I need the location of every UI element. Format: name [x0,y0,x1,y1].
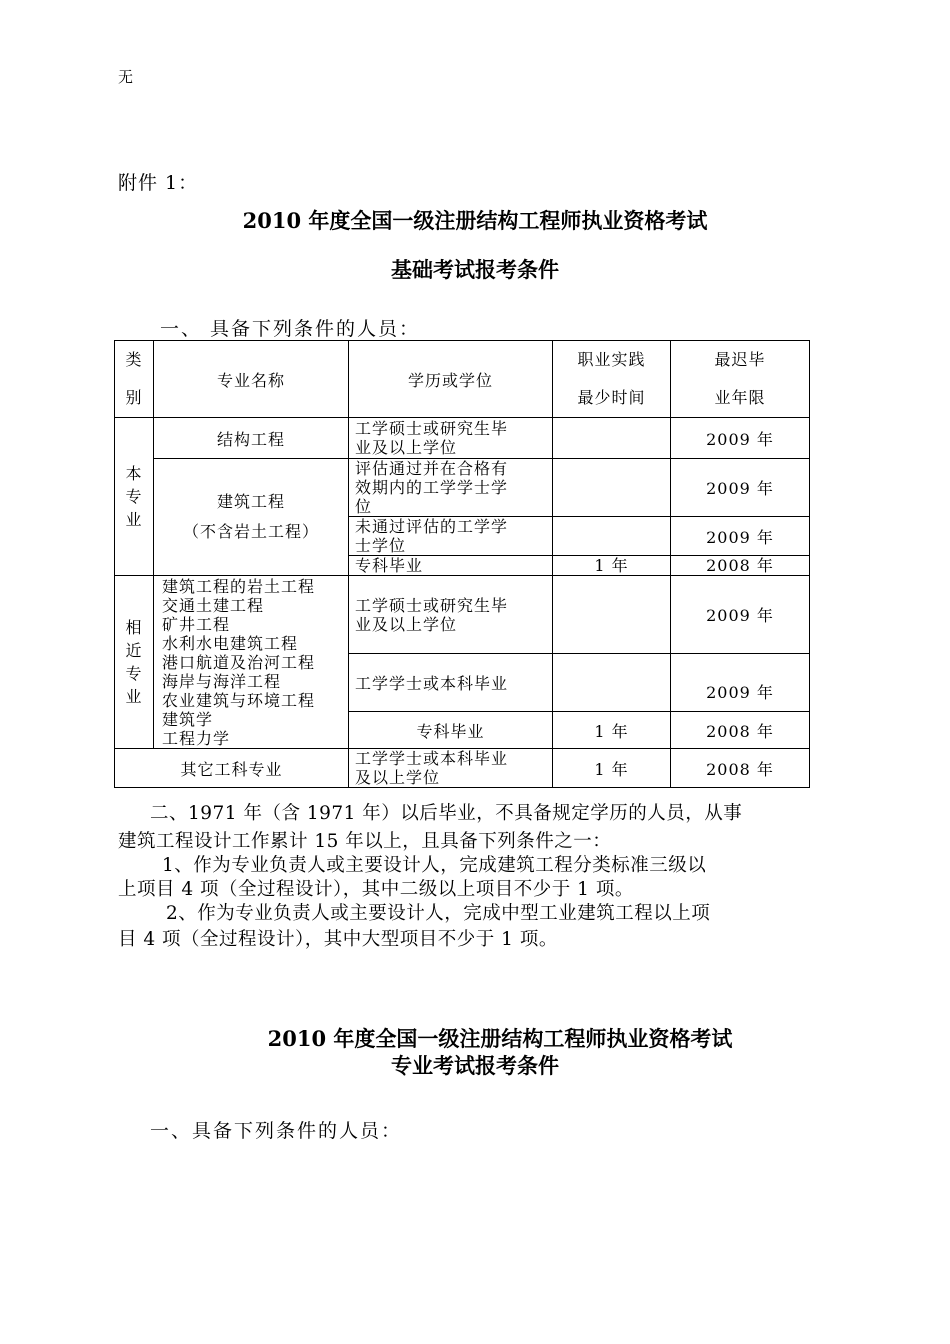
header-deadline: 最迟毕 业年限 [671,341,810,418]
table-header-row [115,341,810,418]
header-major: 专业名称 [154,341,349,418]
section2-line1: 二、1971 年（含 1971 年）以后毕业，不具备规定学历的人员，从事 [150,803,743,824]
practice-cell [553,418,671,459]
degree-cell: 工学学士或本科毕业 [349,654,553,712]
table-row [115,418,810,459]
section2-item1-line2: 上项目 4 项（全过程设计），其中二级以上项目不少于 1 项。 [118,879,634,900]
degree-cell: 工学学士或本科毕业 及以上学位 [349,749,553,788]
degree-cell: 工学硕士或研究生毕 业及以上学位 [349,576,553,654]
section2-line2: 建筑工程设计工作累计 15 年以上，且具备下列条件之一： [118,831,612,852]
header-degree: 学历或学位 [349,341,553,418]
degree-cell: 专科毕业 [349,556,553,576]
year-cell: 2009 年 [671,517,810,556]
major-structural: 结构工程 [154,418,349,459]
group-related-label: 相 近 专 业 [115,576,154,749]
practice-cell: 1 年 [553,556,671,576]
section2-item2-line2: 目 4 项（全过程设计），其中大型项目不少于 1 项。 [118,929,558,950]
part1-section1-heading: 一、 具备下列条件的人员： [160,318,421,340]
table-row [115,749,810,788]
part2-title-line1: 2010 年度全国一级注册结构工程师执业资格考试 [267,1026,733,1051]
group-same-label: 本 专 业 [115,418,154,576]
related-majors-list: 建筑工程的岩土工程 交通土建工程 矿井工程 水利水电建筑工程 港口航道及治河工程 海岸与海洋工程 农业建筑与环境工程 建筑学 工程力学 [154,576,349,749]
header-practice: 职业实践 最少时间 [553,341,671,418]
table-row [115,459,810,517]
practice-cell [553,654,671,712]
part1-title-line1: 2010 年度全国一级注册结构工程师执业资格考试 [242,208,708,233]
part1-title-line2: 基础考试报考条件 [391,257,559,282]
header-mark: 无 [118,68,134,86]
group-other-label: 其它工科专业 [115,749,349,788]
part2-section1-heading: 一、具备下列条件的人员： [150,1120,403,1142]
year-cell: 2008 年 [671,749,810,788]
degree-cell: 评估通过并在合格有 效期内的工学学士学 位 [349,459,553,517]
attachment-label: 附件 1： [118,172,199,194]
practice-cell [553,459,671,517]
degree-cell: 工学硕士或研究生毕 业及以上学位 [349,418,553,459]
year-cell: 2009 年 [671,576,810,654]
year-cell: 2009 年 [671,418,810,459]
degree-cell: 未通过评估的工学学 士学位 [349,517,553,556]
year-cell: 2009 年 [671,654,810,712]
section2-item2-line1: 2、作为专业负责人或主要设计人，完成中型工业建筑工程以上项 [166,903,711,924]
part2-title-line2: 专业考试报考条件 [391,1053,559,1078]
table-row [115,576,810,654]
major-building: 建筑工程 （不含岩土工程） [154,459,349,576]
practice-cell [553,576,671,654]
section2-item1-line1: 1、作为专业负责人或主要设计人，完成建筑工程分类标准三级以 [162,855,707,876]
year-cell: 2008 年 [671,556,810,576]
practice-cell [553,517,671,556]
degree-cell: 专科毕业 [349,712,553,749]
year-cell: 2008 年 [671,712,810,749]
year-cell: 2009 年 [671,459,810,517]
practice-cell: 1 年 [553,749,671,788]
practice-cell: 1 年 [553,712,671,749]
requirements-table [114,340,810,788]
header-category: 类 别 [115,341,154,418]
